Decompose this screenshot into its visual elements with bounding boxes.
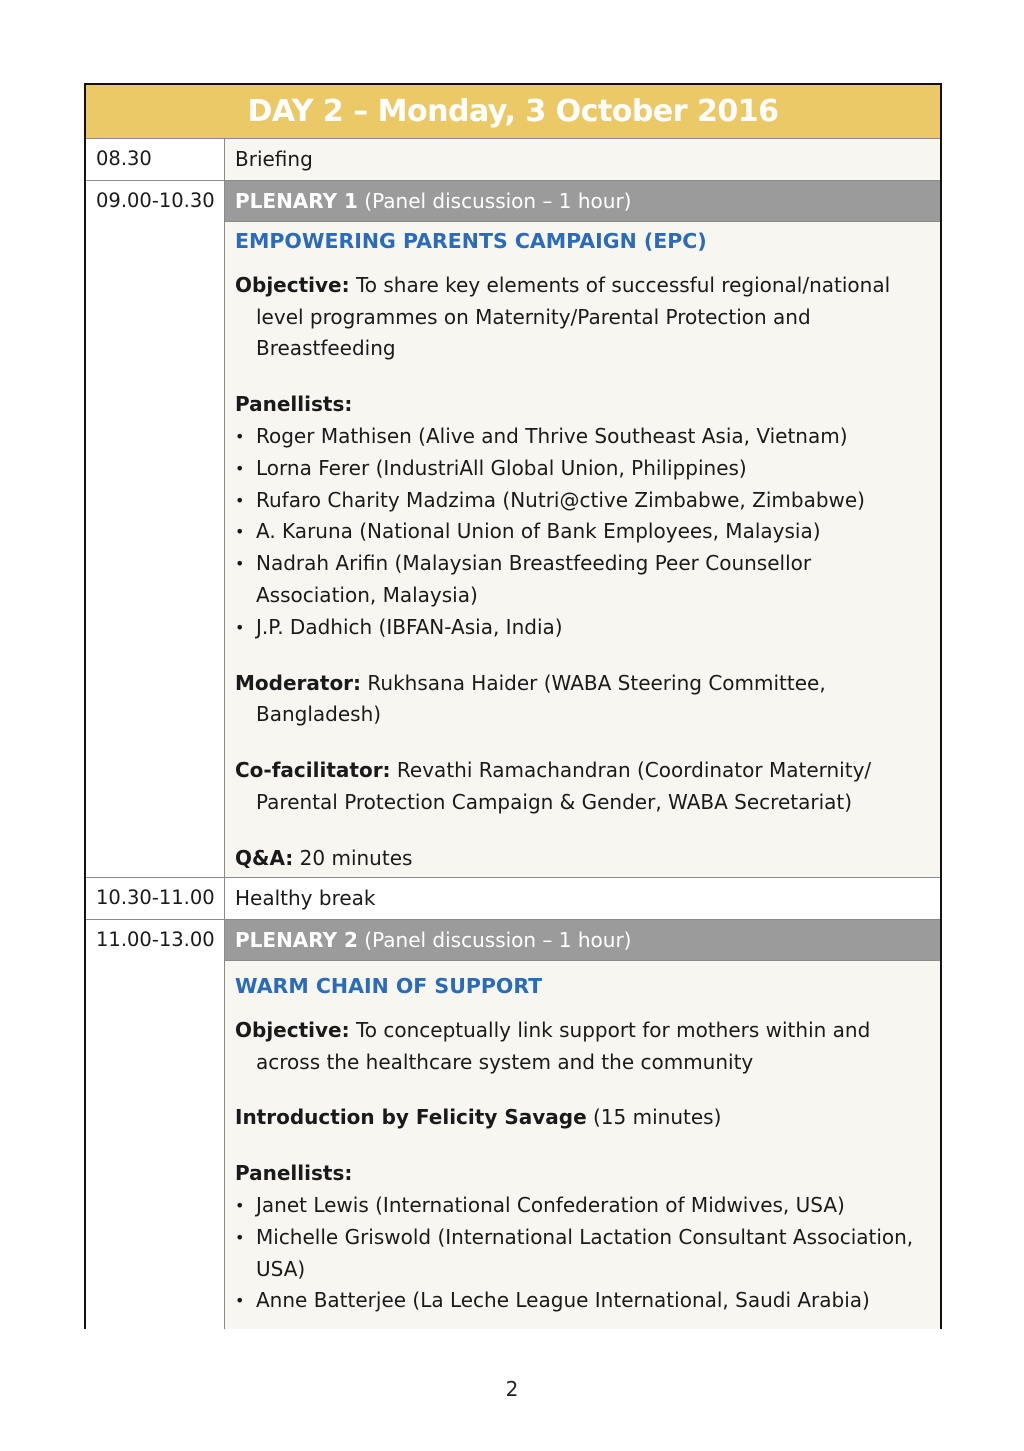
time-cell: 11.00-13.00 (86, 920, 225, 1329)
page-number: 2 (505, 1377, 519, 1401)
introduction-label: Introduction by Felicity Savage (235, 1105, 587, 1130)
co-facilitator-text: Revathi Ramachandran (Coordinator Maternity/ Parental Protection Campaign & Gender, WABA Secretariat) (256, 758, 872, 814)
qa (235, 843, 930, 875)
content-cell (225, 181, 940, 877)
plenary-bar (225, 181, 940, 222)
content-cell (225, 139, 940, 180)
list-item: • J.P. Dadhich (IBFAN-Asia, India) (235, 612, 930, 644)
objective (235, 1015, 930, 1079)
objective (235, 270, 930, 365)
session-details (225, 222, 940, 875)
time-cell: 10.30-11.00 (86, 878, 225, 919)
session-label: Healthy break (235, 886, 376, 910)
section-title: WARM CHAIN OF SUPPORT (235, 974, 543, 998)
introduction-text: (15 minutes) (586, 1105, 722, 1130)
list-item: • Nadrah Arifin (Malaysian Breastfeeding Peer Counsellor Association, Malaysia) (235, 548, 846, 612)
panellist-list (235, 421, 930, 644)
introduction (235, 1102, 930, 1134)
plenary-subtitle: (Panel discussion – 1 hour) (357, 189, 632, 213)
objective-text: To share key elements of successful regional/national level programmes on Maternity/Parental Protection and Breastfeeding (256, 272, 891, 361)
list-item: • Lorna Ferer (IndustriAll Global Union, Philippines) (235, 453, 930, 485)
objective-text: To conceptually link support for mothers within and across the healthcare system and the community (256, 1017, 871, 1074)
qa-text: 20 minutes (293, 845, 413, 870)
agenda-row-plenary-1 (86, 181, 940, 878)
content-cell (225, 878, 940, 919)
agenda-table (84, 83, 942, 1329)
objective-label: Objective: (235, 272, 350, 297)
list-item: • Anne Batterjee (La Leche League International, Saudi Arabia) (235, 1285, 930, 1317)
objective-label: Objective: (235, 1017, 350, 1042)
time-cell: 09.00-10.30 (86, 181, 225, 877)
content-cell (225, 920, 940, 1329)
list-item: • Janet Lewis (International Confederation of Midwives, USA) (235, 1190, 930, 1222)
list-item: • A. Karuna (National Union of Bank Employees, Malaysia) (235, 516, 930, 548)
agenda-row-plenary-2 (86, 920, 940, 1329)
session-details (225, 961, 940, 1317)
co-facilitator-label: Co-facilitator: (235, 758, 391, 783)
plenary-title: PLENARY 1 (235, 189, 358, 213)
qa-label: Q&A: (235, 845, 294, 870)
day-header: DAY 2 – Monday, 3 October 2016 (86, 85, 940, 139)
list-item: • Michelle Griswold (International Lactation Consultant Association, USA) (235, 1222, 930, 1286)
agenda-row-break (86, 878, 940, 920)
plenary-bar (225, 920, 940, 961)
list-item: • Rufaro Charity Madzima (Nutri@ctive Zimbabwe, Zimbabwe) (235, 485, 930, 517)
moderator (235, 668, 856, 732)
panellist-list (235, 1190, 930, 1317)
panellists-label: Panellists: (235, 1161, 353, 1186)
list-item: • Roger Mathisen (Alive and Thrive Southeast Asia, Vietnam) (235, 421, 930, 453)
moderator-label: Moderator: (235, 670, 362, 695)
panellists-label: Panellists: (235, 392, 353, 417)
moderator-text: Rukhsana Haider (WABA Steering Committee, Bangladesh) (256, 670, 826, 727)
time-cell: 08.30 (86, 139, 225, 180)
agenda-row-briefing (86, 139, 940, 181)
section-title: EMPOWERING PARENTS CAMPAIGN (EPC) (235, 229, 707, 253)
panellists-heading (235, 389, 930, 421)
plenary-subtitle: (Panel discussion – 1 hour) (357, 928, 632, 952)
panellists-heading (235, 1158, 930, 1190)
session-label: Briefing (235, 147, 313, 171)
plenary-title: PLENARY 2 (235, 928, 358, 952)
co-facilitator (235, 755, 930, 819)
